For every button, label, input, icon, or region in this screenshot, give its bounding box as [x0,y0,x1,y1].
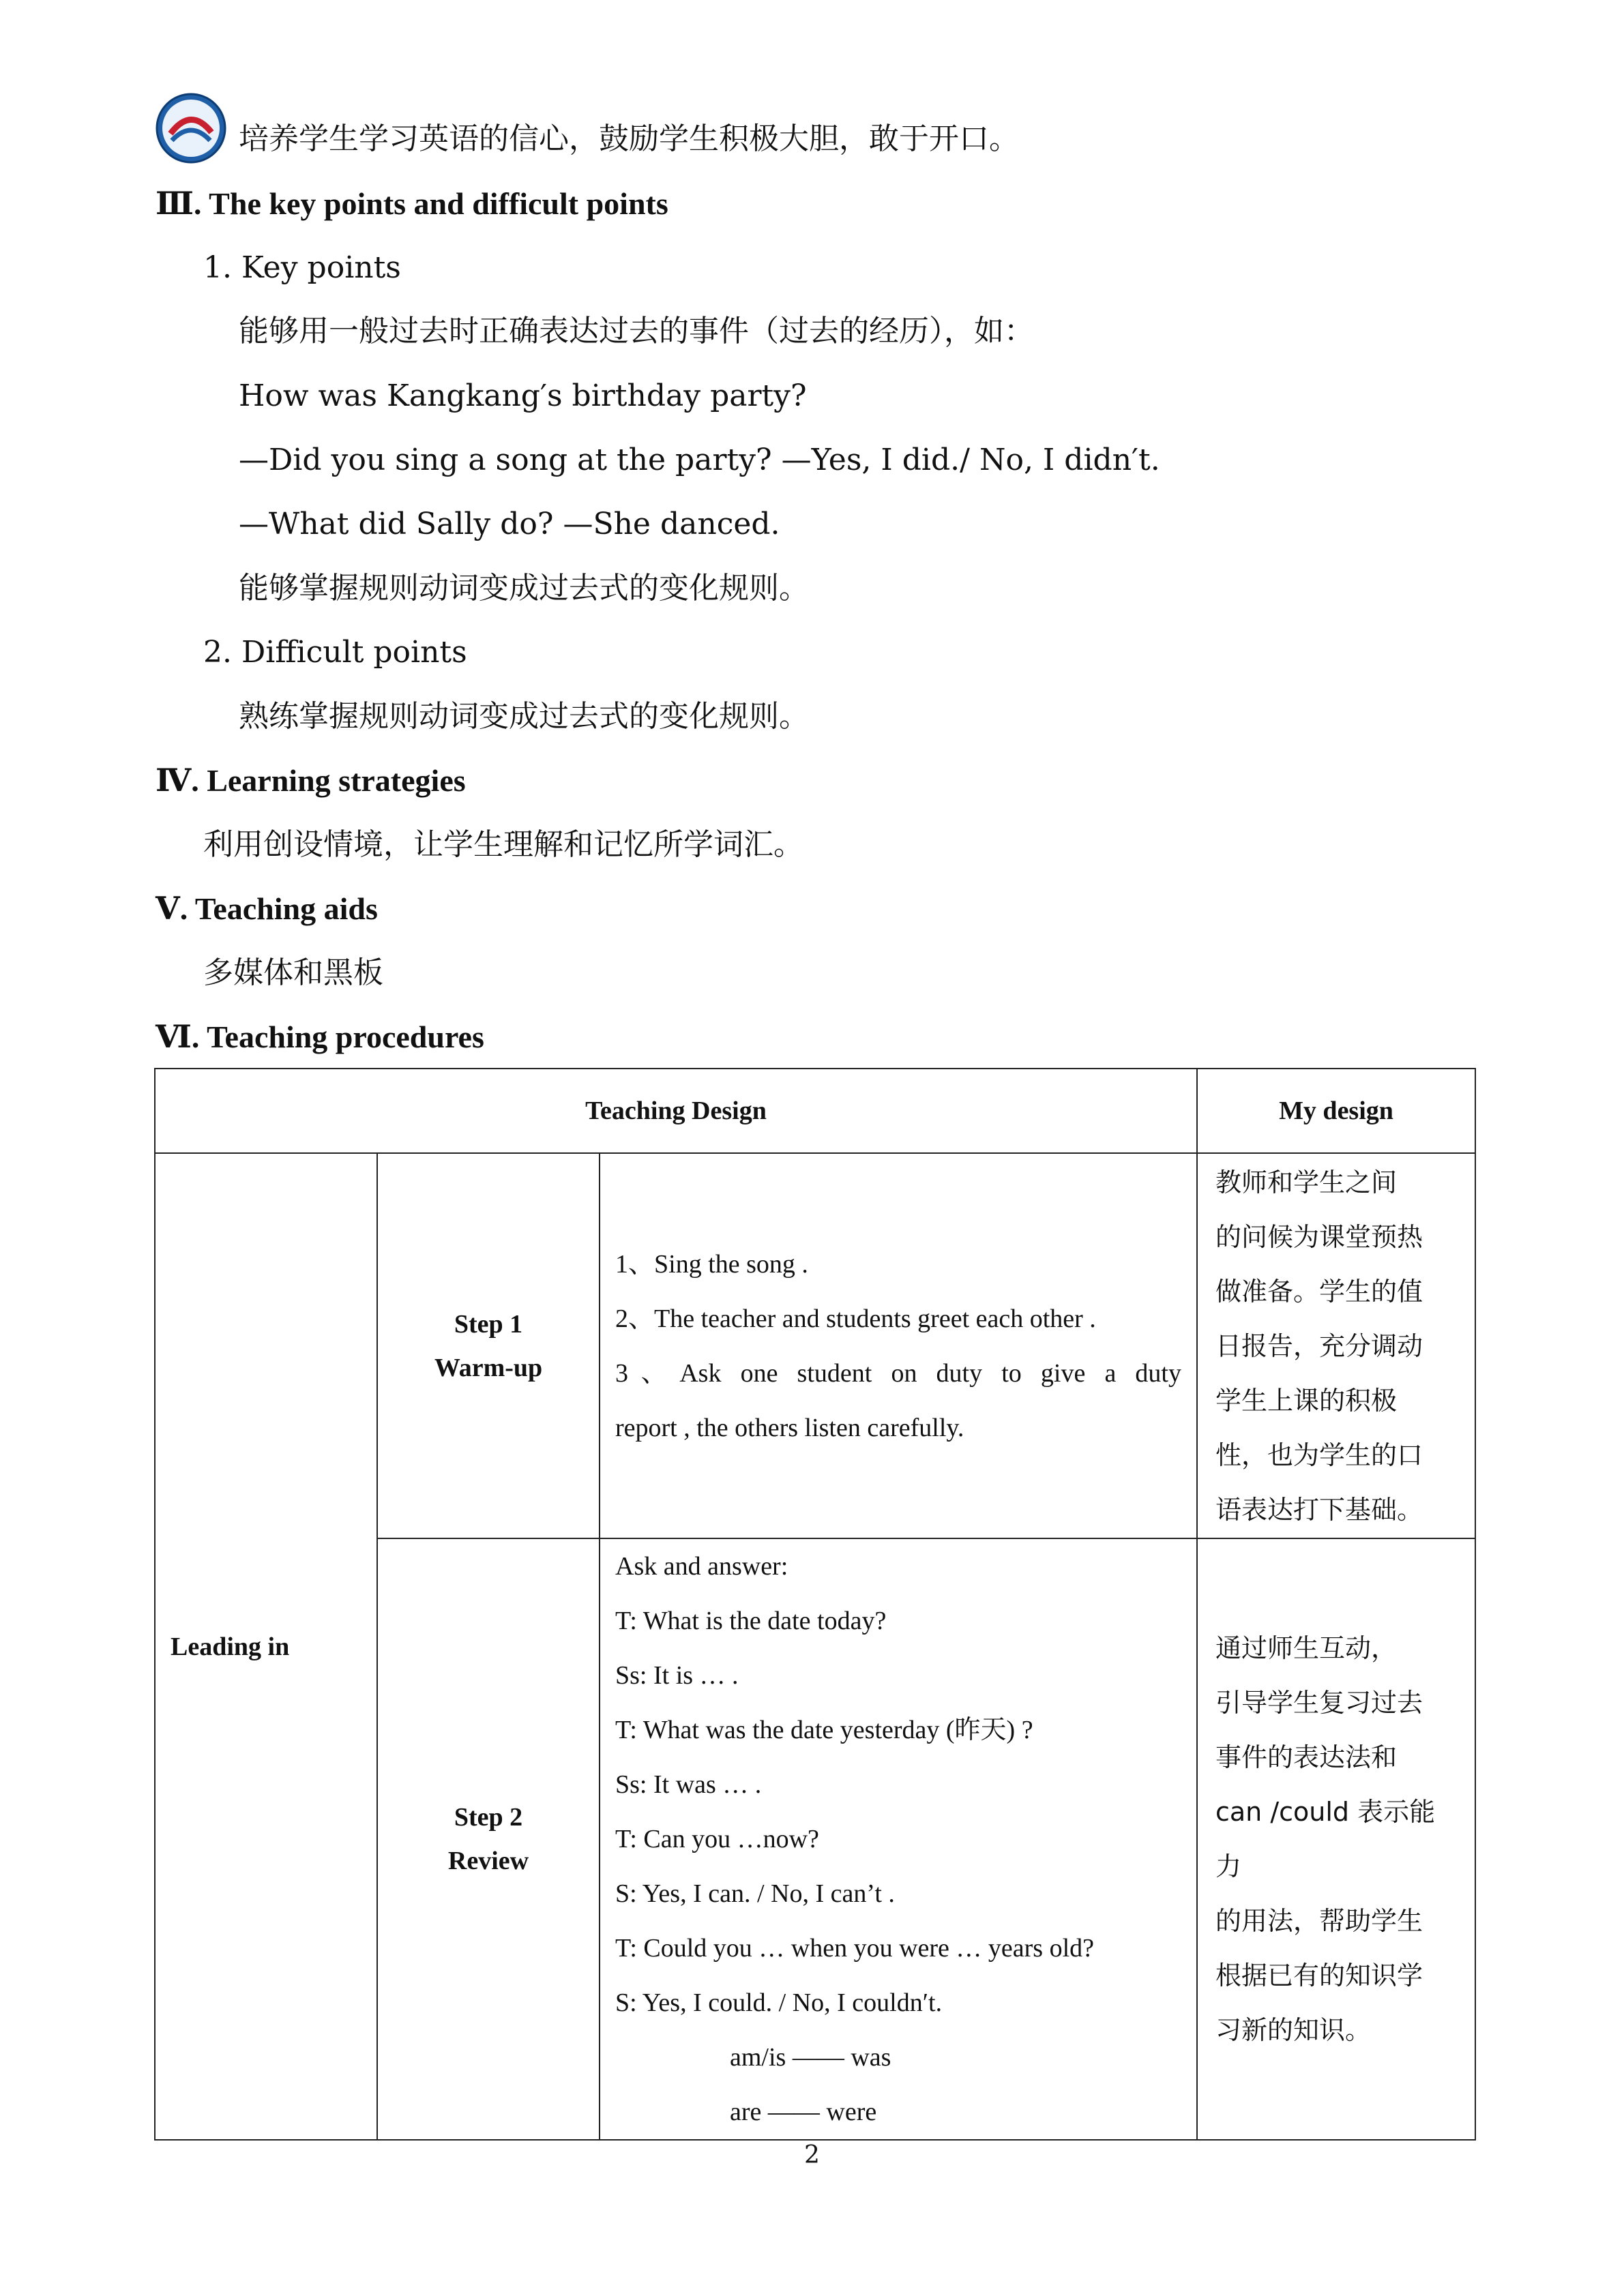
section-heading-teaching-procedures: Ⅵ. Teaching procedures [156,1019,484,1054]
learning-strategies-text: 利用创设情境，让学生理解和记忆所学词汇。 [203,827,803,862]
key-point-line-2: How was Kangkang′s birthday party? [239,378,807,413]
teaching-procedures-table [154,1068,1476,2141]
section-heading-learning-strategies: Ⅳ. Learning strategies [156,763,466,798]
table-header-my-design: My design [1197,1069,1475,1153]
step-2-content: Ask and answer: T: What is the date today? Ss: It is … . T: What was the date yesterday (昨天) ? Ss: It was … . T: Can you …now? S: Yes, I can. / No, I can’t . T: Could you … when you were … years old? S: Yes, I could. / No, I couldn′t. am/is —— was are —— were [600,1538,1197,2140]
table-header-teaching-design: Teaching Design [155,1069,1197,1153]
teaching-aids-text: 多媒体和黑板 [203,955,383,990]
key-point-line-5: 能够掌握规则动词变成过去式的变化规则。 [239,571,809,606]
step-2-design-note: 通过师生互动， 引导学生复习过去 事件的表达法和 can /could 表示能力 的用法，帮助学生 根据已有的知识学 习新的知识。 [1197,1538,1475,2140]
section-heading-teaching-aids: Ⅴ. Teaching aids [156,891,378,926]
key-point-line-1: 能够用一般过去时正确表达过去的事件（过去的经历），如： [239,314,1034,348]
page-number: 2 [804,2141,820,2169]
step-1-content: 1、Sing the song . 2、The teacher and students greet each other . 3、Ask one student on duty to give a duty report , the others listen carefully. [600,1153,1197,1538]
school-logo-icon [156,93,226,164]
stage-label: Leading in [155,1153,377,2140]
subheading-key-points: 1. Key points [203,250,401,285]
difficult-point-line: 熟练掌握规则动词变成过去式的变化规则。 [239,699,809,734]
key-point-line-3: —Did you sing a song at the party? —Yes, I did./ No, I didn′t. [239,443,1160,477]
objective-text: 培养学生学习英语的信心，鼓励学生积极大胆，敢于开口。 [239,121,1019,156]
step-1-design-note: 教师和学生之间 的问候为课堂预热 做准备。学生的值 日报告，充分调动 学生上课的积极 性，也为学生的口 语表达打下基础。 [1197,1153,1475,1538]
key-point-line-4: —What did Sally do? —She danced. [239,507,780,541]
subheading-difficult-points: 2. Difficult points [203,635,467,670]
step-1-label: Step 1 Warm-up [377,1153,600,1538]
section-heading-key-points: Ⅲ. The key points and difficult points [156,186,668,221]
step-2-label: Step 2 Review [377,1538,600,2140]
